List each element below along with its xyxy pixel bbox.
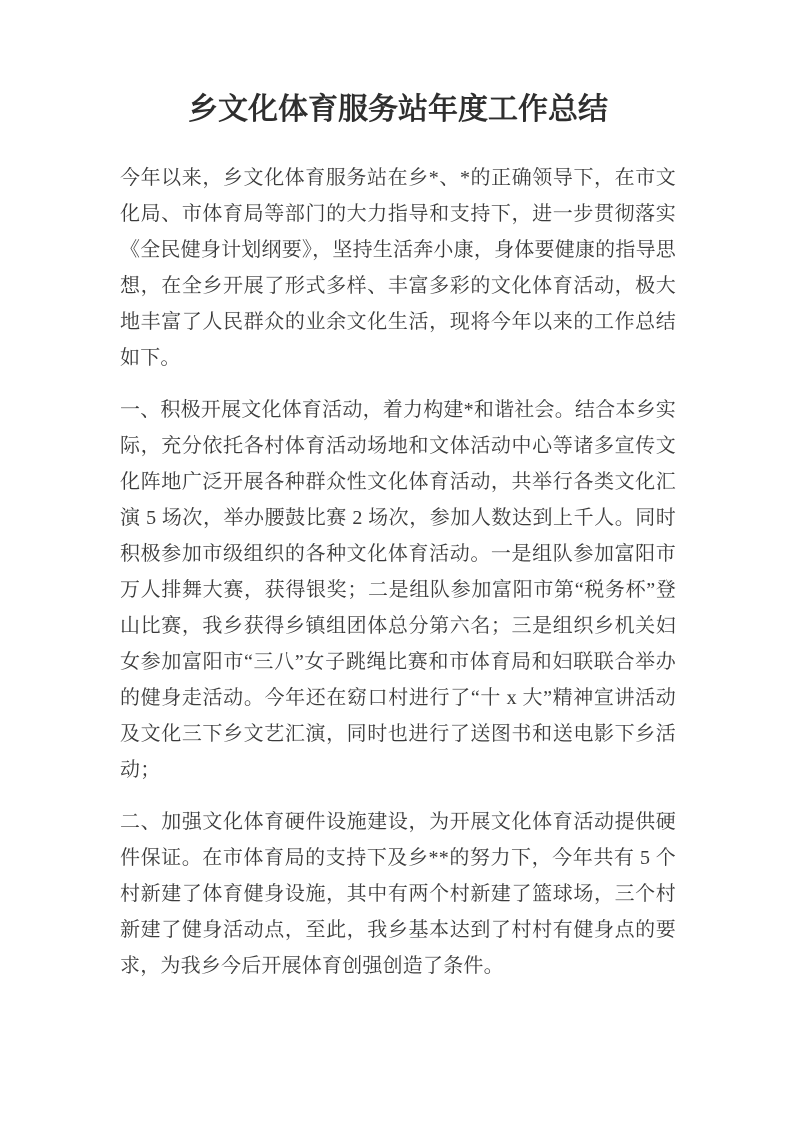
paragraph-section-two: 二、加强文化体育硬件设施建设，为开展文化体育活动提供硬件保证。在市体育局的支持下及乡**的努力下，今年共有 5 个村新建了体育健身设施，其中有两个村新建了篮球场，三个村新建了健身活动点，至此，我乡基本达到了村村有健身点的要求，为我乡今后开展体育创强创造了条件。 bbox=[120, 811, 676, 977]
paragraph-section-one: 一、积极开展文化体育活动，着力构建*和谐社会。结合本乡实际，充分依托各村体育活动场地和文体活动中心等诸多宣传文化阵地广泛开展各种群众性文化体育活动，共举行各类文化汇演 5 场次，举办腰鼓比赛 2 场次，参加人数达到上千人。同时积极参加市级组织的各种文化体育活动。一是组队参加富阳市万人排舞大赛，获得银奖；二是组队参加富阳市第“税务杯”登山比赛，我乡获得乡镇组团体总分第六名；三是组织乡机关妇女参加富阳市“三八”女子跳绳比赛和市体育局和妇联联合举办的健身走活动。今年还在窈口村进行了“十 x 大”精神宣讲活动及文化三下乡文艺汇演，同时也进行了送图书和送电影下乡活动； bbox=[120, 399, 676, 781]
document-title: 乡文化体育服务站年度工作总结 bbox=[188, 93, 608, 126]
paragraph-intro: 今年以来，乡文化体育服务站在乡*、*的正确领导下，在市文化局、市体育局等部门的大力指导和支持下，进一步贯彻落实《全民健身计划纲要》，坚持生活奔小康，身体要健康的指导思想，在全乡开展了形式多样、丰富多彩的文化体育活动，极大地丰富了人民群众的业余文化生活，现将今年以来的工作总结如下。 bbox=[120, 167, 676, 369]
